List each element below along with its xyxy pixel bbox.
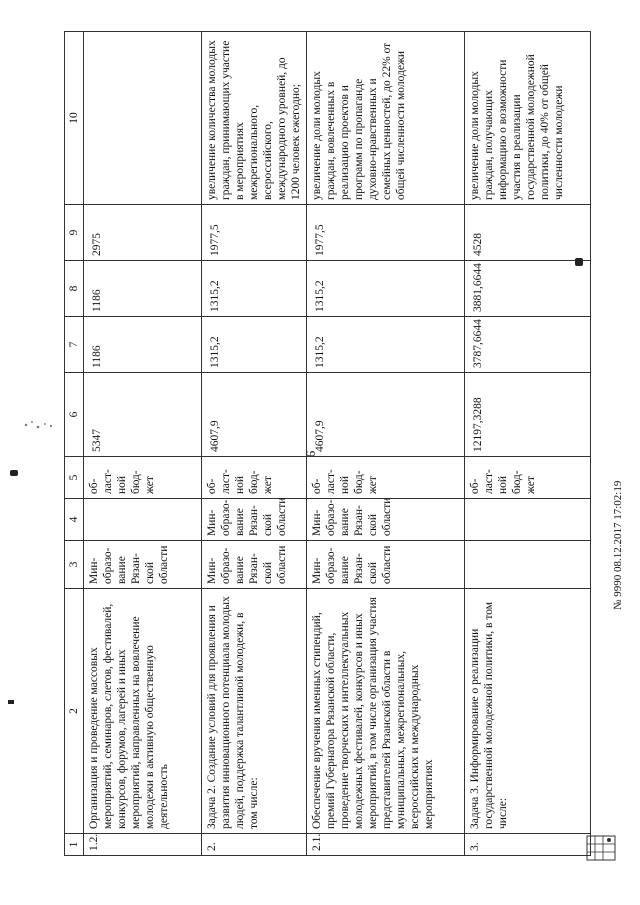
executor-cell: Мин-образо-вание Рязан-ской области [307, 541, 465, 589]
header-cell: 6 [65, 373, 84, 457]
row-number: 2. [202, 834, 307, 856]
finance-cell: об-ласт-ной бюд-жет [465, 457, 591, 499]
header-cell: 4 [65, 499, 84, 541]
finance-cell: об-ласт-ной бюд-жет [84, 457, 202, 499]
task-text: Обеспечение вручения именных стипендий, премий Губернатора Рязанской области, проведение творческих и интеллектуальных молодежных фестивалей, конкурсов и иных мероприятий, в том числе организация участия представителей Рязанской области в муниципальных, межрегиональных, всероссийских и международных мероприятиях [307, 589, 465, 834]
table-row [307, 32, 465, 856]
year-value: 1186 [84, 261, 202, 317]
year-value: 2975 [84, 205, 202, 261]
year-value: 1315,2 [202, 317, 307, 373]
year-value: 1315,2 [307, 317, 465, 373]
table-row [465, 32, 591, 856]
header-row [65, 32, 84, 856]
row-number: 1.2. [84, 834, 202, 856]
header-cell: 5 [65, 457, 84, 499]
year-value: 4528 [465, 205, 591, 261]
task-text: Задача 2. Создание условий для проявления и развития инновационного потенциала молодых людей, поддержка талантливой молодежи, в том числе: [202, 589, 307, 834]
result-text: увеличение количества молодых граждан, принимающих участие в мероприятиях межрегионального, всероссийского, международного уровней, до 1200 человек ежегодно; [202, 32, 307, 205]
measures-table [64, 31, 591, 856]
executor-cell: Мин-образо-вание Рязан-ской области [202, 541, 307, 589]
source-cell: Мин-образо-вание Рязан-ской области [307, 499, 465, 541]
executor-cell: Мин-образо-вание Рязан-ской области [84, 541, 202, 589]
header-cell: 9 [65, 205, 84, 261]
year-value: 3787,6644 [465, 317, 591, 373]
source-cell [465, 499, 591, 541]
scan-mark [8, 700, 14, 704]
scan-mark [10, 470, 18, 476]
header-cell: 10 [65, 32, 84, 205]
source-cell [84, 499, 202, 541]
finance-cell: об-ласт-ной бюд-жет [202, 457, 307, 499]
result-text: увеличение доли молодых граждан, получающих информацию о возможности участия в реализации государственной молодежной политики, до 40% от общей численности молодежи [465, 32, 591, 205]
registry-stamp-icon [583, 830, 619, 866]
task-text: Задача 3. Информирование о реализации государственной молодежной политики, в том числе: [465, 589, 591, 834]
total-value: 4607,9 [202, 373, 307, 457]
header-cell: 2 [65, 589, 84, 834]
row-number: 2.1. [307, 834, 465, 856]
task-text: Организация и проведение массовых мероприятий, семинаров, слетов, фестивалей, конкурсов, форумов, лагерей и иных мероприятий, направленных на вовлечение молодежи в активную общественную деятельность [84, 589, 202, 834]
row-number: 3. [465, 834, 591, 856]
year-value: 1315,2 [307, 261, 465, 317]
header-cell: 3 [65, 541, 84, 589]
year-value: 3881,6644 [465, 261, 591, 317]
header-cell: 8 [65, 261, 84, 317]
finance-cell: об-ласт-ной бюд-жет [307, 457, 465, 499]
scan-artifact [20, 418, 60, 432]
total-value: 5347 [84, 373, 202, 457]
total-value: 4607,9 [307, 373, 465, 457]
executor-cell [465, 541, 591, 589]
table-row [84, 32, 202, 856]
measures-table-rotated [64, 32, 580, 856]
scan-mark [575, 258, 583, 266]
year-value: 1315,2 [202, 261, 307, 317]
document-registration-stamp: № 9990 08.12.2017 17:02:19 [612, 480, 624, 610]
year-value: 1977,5 [202, 205, 307, 261]
header-cell: 1 [65, 834, 84, 856]
result-text: увеличение доли молодых граждан, вовлеченных в реализацию проектов и программ по пропаганде духовно-нравственных и семейных ценностей, до 22% от общей численности молодежи [307, 32, 465, 205]
year-value: 1186 [84, 317, 202, 373]
total-value: 12197,3288 [465, 373, 591, 457]
page-number: 6 [303, 450, 318, 458]
source-cell: Мин-образо-вание Рязан-ской области [202, 499, 307, 541]
year-value: 1977,5 [307, 205, 465, 261]
header-cell: 7 [65, 317, 84, 373]
table-row [202, 32, 307, 856]
result-text [84, 32, 202, 205]
